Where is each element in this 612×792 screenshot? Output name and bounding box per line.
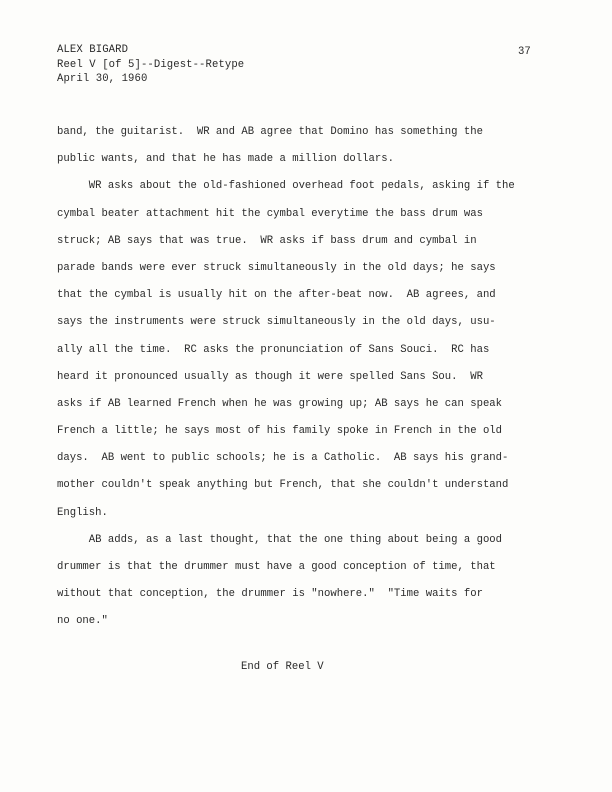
text-line: ally all the time. RC asks the pronunciation of Sans Souci. RC has xyxy=(57,343,490,356)
interviewee-name: ALEX BIGARD xyxy=(57,44,129,56)
text-line: says the instruments were struck simultaneously in the old days, usu- xyxy=(57,316,496,329)
text-line: struck; AB says that was true. WR asks if bass drum and cymbal in xyxy=(57,234,477,247)
text-line: asks if AB learned French when he was growing up; AB says he can speak xyxy=(57,397,503,410)
text-line: without that conception, the drummer is "nowhere." "Time waits for xyxy=(57,588,483,601)
page-number: 37 xyxy=(518,46,531,58)
text-line: cymbal beater attachment hit the cymbal everytime the bass drum was xyxy=(57,207,483,220)
text-line: English. xyxy=(57,506,108,519)
document-header xyxy=(57,43,244,87)
reel-label: Reel V [of 5]--Digest--Retype xyxy=(57,58,245,71)
text-line: heard it pronounced usually as though it were spelled Sans Sou. WR xyxy=(57,370,483,383)
paragraph xyxy=(57,532,557,641)
interview-date: April 30, 1960 xyxy=(57,73,148,85)
text-line: days. AB went to public schools; he is a Catholic. AB says his grand- xyxy=(57,452,509,465)
text-line: parade bands were ever struck simultaneously in the old days; he says xyxy=(57,261,496,274)
text-line: AB adds, as a last thought, that the one thing about being a good xyxy=(57,533,503,546)
text-line: French a little; he says most of his family spoke in French in the old xyxy=(57,425,503,438)
text-line: that the cymbal is usually hit on the after-beat now. AB agrees, and xyxy=(57,289,496,302)
text-line: drummer is that the drummer must have a good conception of time, that xyxy=(57,561,496,573)
text-line: mother couldn't speak anything but French, that she couldn't understand xyxy=(57,479,509,492)
text-line: WR asks about the old-fashioned overhead foot pedals, asking if the xyxy=(57,180,515,193)
end-of-reel-note: End of Reel V xyxy=(241,661,324,673)
paragraph xyxy=(57,178,557,531)
text-line: band, the guitarist. WR and AB agree that Domino has something the xyxy=(57,126,483,138)
text-line: public wants, and that he has made a million dollars. xyxy=(57,153,394,166)
text-line: no one." xyxy=(57,615,108,628)
paragraph xyxy=(57,124,557,178)
document-body xyxy=(57,124,557,641)
